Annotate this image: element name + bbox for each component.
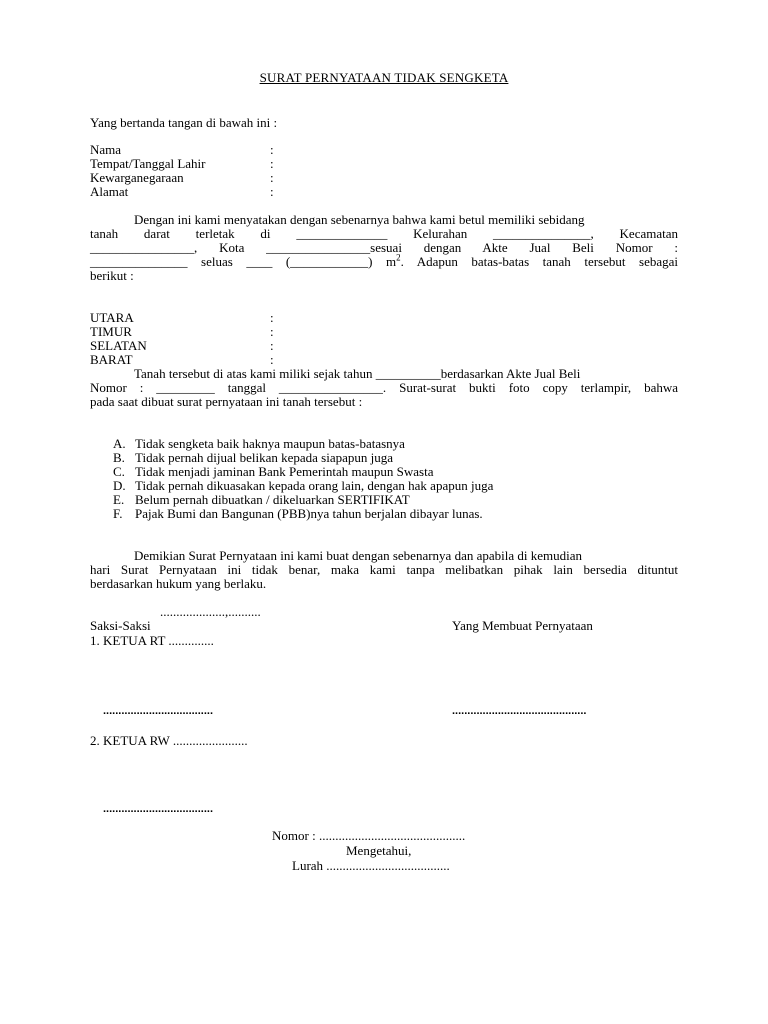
mengetahui-label: Mengetahui, xyxy=(346,843,412,858)
closing-line-1: Demikian Surat Pernyataan ini kami buat dengan sebenarnya dan apabila di kemudian xyxy=(134,548,582,563)
ketua-rt-label: 1. KETUA RT .............. xyxy=(90,633,214,648)
field-colon: : xyxy=(270,142,274,157)
paragraph-2-line-2: Nomor : _________ tanggal ________________. Surat-surat bukti foto copy terlampir, bahwa xyxy=(90,380,678,395)
statement-letter: A. xyxy=(113,436,126,451)
signature-line-declarant: ............................................ xyxy=(452,705,587,717)
field-colon: : xyxy=(270,170,274,185)
field-label-kewarganegaraan: Kewarganegaraan xyxy=(90,170,184,185)
square-superscript: 2 xyxy=(396,252,401,263)
field-label-nama: Nama xyxy=(90,142,122,157)
field-label-ttl: Tempat/Tanggal Lahir xyxy=(90,156,206,171)
boundary-label-barat: BARAT xyxy=(90,352,133,367)
ketua-rw-label: 2. KETUA RW ....................... xyxy=(90,733,248,748)
paragraph-1-line-4 xyxy=(90,252,678,270)
field-colon: : xyxy=(270,184,274,199)
witnesses-label: Saksi-Saksi xyxy=(90,618,151,633)
intro-text: Yang bertanda tangan di bawah ini : xyxy=(90,115,278,130)
paragraph-1-line-4-a: _______________ seluas ____ (____________) m xyxy=(90,254,397,269)
boundary-label-utara: UTARA xyxy=(90,310,134,325)
boundary-label-timur: TIMUR xyxy=(90,324,132,339)
statement-letter: D. xyxy=(113,478,126,493)
statement-letter: F. xyxy=(113,506,123,521)
document-title: SURAT PERNYATAAN TIDAK SENGKETA xyxy=(259,70,509,85)
paragraph-1-line-4-b: . Adapun batas-batas tanah tersebut sebagai xyxy=(400,254,678,269)
statement-text: Pajak Bumi dan Bangunan (PBB)nya tahun berjalan dibayar lunas. xyxy=(135,506,483,521)
lurah-line: Lurah ...................................... xyxy=(292,858,450,873)
boundary-colon: : xyxy=(270,324,274,339)
statement-letter: C. xyxy=(113,464,125,479)
statement-letter: E. xyxy=(113,492,125,507)
statement-text: Belum pernah dibuatkan / dikeluarkan SERTIFIKAT xyxy=(135,492,410,507)
statement-item xyxy=(113,507,483,522)
closing-line-2: hari Surat Pernyataan ini tidak benar, maka kami tanpa melibatkan pihak lain bersedia dituntut xyxy=(90,562,678,577)
statement-text: Tidak sengketa baik haknya maupun batas-batasnya xyxy=(135,436,405,451)
statement-text: Tidak pernah dijual belikan kepada siapapun juga xyxy=(135,450,394,465)
paragraph-1-line-3: ________________, Kota ________________sesuai dengan Akte Jual Beli Nomor : xyxy=(90,240,678,255)
boundary-colon: : xyxy=(270,352,274,367)
closing-line-3: berdasarkan hukum yang berlaku. xyxy=(90,576,267,591)
statement-text: Tidak pernah dikuasakan kepada orang lain, dengan hak apapun juga xyxy=(135,478,494,493)
boundary-label-selatan: SELATAN xyxy=(90,338,147,353)
boundary-colon: : xyxy=(270,338,274,353)
statement-text: Tidak menjadi jaminan Bank Pemerintah maupun Swasta xyxy=(135,464,434,479)
field-colon: : xyxy=(270,156,274,171)
paragraph-2-line-1: Tanah tersebut di atas kami miliki sejak tahun __________berdasarkan Akte Jual Beli xyxy=(134,366,581,381)
declarant-label: Yang Membuat Pernyataan xyxy=(452,618,593,633)
statement-letter: B. xyxy=(113,450,125,465)
place-date-line: ....................,.......... xyxy=(160,604,261,619)
paragraph-1-line-2: tanah darat terletak di ______________ Kelurahan _______________, Kecamatan xyxy=(90,226,678,241)
signature-line-rw: .................................... xyxy=(103,803,214,815)
field-label-alamat: Alamat xyxy=(90,184,129,199)
boundary-colon: : xyxy=(270,310,274,325)
paragraph-1-line-5: berikut : xyxy=(90,268,134,283)
paragraph-2-line-3: pada saat dibuat surat pernyataan ini tanah tersebut : xyxy=(90,394,363,409)
nomor-line: Nomor : ............................................. xyxy=(272,828,466,843)
signature-line-rt: .................................... xyxy=(103,705,214,717)
paragraph-1-line-1: Dengan ini kami menyatakan dengan sebenarnya bahwa kami betul memiliki sebidang xyxy=(134,212,585,227)
